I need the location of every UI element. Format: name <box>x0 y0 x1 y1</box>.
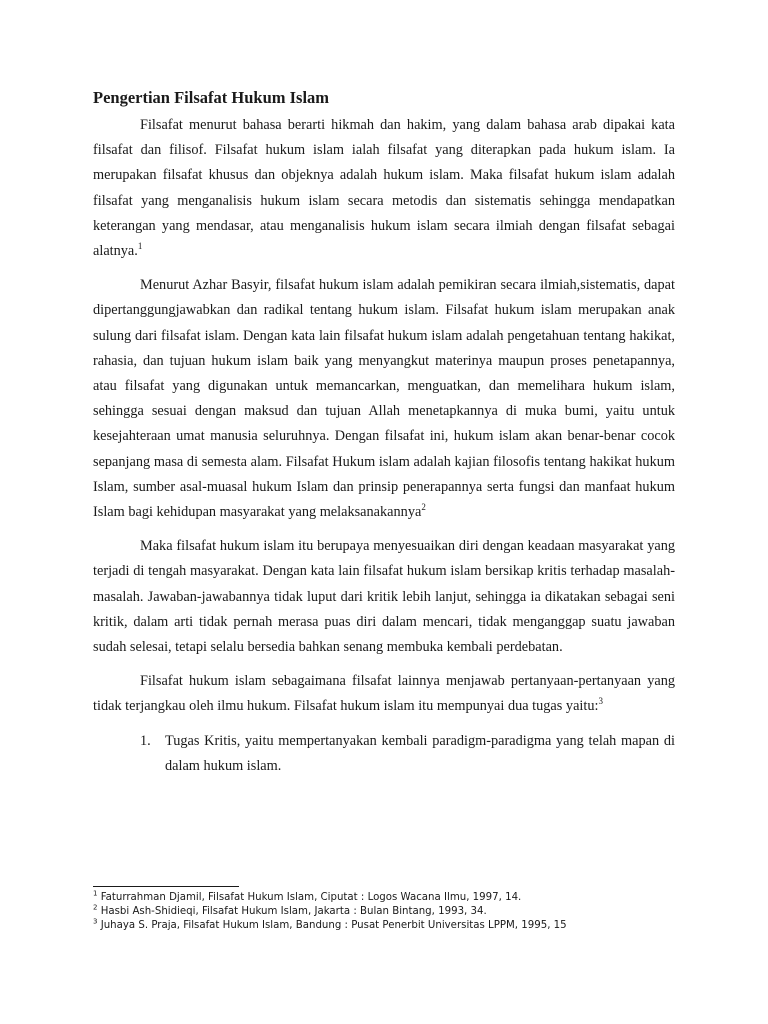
page-title: Pengertian Filsafat Hukum Islam <box>93 88 330 107</box>
paragraph-4 <box>93 669 675 719</box>
footnote-ref-3[interactable]: 3 <box>598 696 603 707</box>
footnote-ref-2[interactable]: 2 <box>421 502 426 513</box>
paragraph-text: Menurut Azhar Basyir, filsafat hukum islam adalah pemikiran secara ilmiah,sistematis, dapat dipertanggungjawabkan dan radikal tentang hukum islam. Filsafat hukum islam merupakan anak sulung dari filsafat islam. Dengan kata lain filsafat hukum islam adalah pengetahuan tentang hakikat, rahasia, dan tujuan hukum islam baik yang menyangkut materinya maupun proses penetapannya, atau filsafat yang digunakan untuk memancarkan, menguatkan, dan memelihara hukum islam, sehingga sesuai dengan maksud dan tujuan Allah menetapkannya di muka bumi, yaitu untuk kesejahteraan umat manusia seluruhnya. Dengan filsafat ini, hukum islam akan benar-benar cocok sepanjang masa di semesta alam. Filsafat Hukum islam adalah kajian filosofis tentang hakikat hukum Islam, sumber asal-muasal hukum Islam dan prinsip penerapannya serta fungsi dan manfaat hukum Islam bagi kehidupan masyarakat yang melaksanakannya <box>93 277 675 521</box>
paragraph-text: Filsafat menurut bahasa berarti hikmah dan hakim, yang dalam bahasa arab dipakai kata filsafat dan filisof. Filsafat hukum islam ialah filsafat yang diterapkan pada hukum islam. Ia merupakan filsafat khusus dan objeknya adalah hukum islam. Maka filsafat hukum islam adalah filsafat yang menganalisis hukum islam secara metodis dan sistematis sehingga mendapatkan keterangan yang mendasar, atau menganalisis hukum islam secara ilmiah dengan filsafat sebagai alatnya. <box>93 117 675 260</box>
footnote-mark: 3 <box>93 917 98 926</box>
footnote-mark: 1 <box>93 889 98 898</box>
paragraph-2 <box>93 273 675 525</box>
footnote-text: Juhaya S. Praja, Filsafat Hukum Islam, Bandung : Pusat Penerbit Universitas LPPM, 1995, 15 <box>97 920 567 931</box>
footnote-separator <box>93 886 239 887</box>
paragraph-3 <box>93 534 675 660</box>
footnote-text: Hasbi Ash-Shidieqi, Filsafat Hukum Islam, Jakarta : Bulan Bintang, 1993, 34. <box>97 906 487 917</box>
footnotes <box>93 886 675 933</box>
footnote-3 <box>93 919 675 933</box>
paragraph-1 <box>93 113 675 264</box>
list-item <box>93 729 675 779</box>
footnote-2 <box>93 905 675 919</box>
list-item-number: 1. <box>140 732 151 749</box>
list-item-text: Tugas Kritis, yaitu mempertanyakan kembali paradigm-paradigma yang telah mapan di dalam hukum islam. <box>165 732 675 774</box>
paragraph-text: Maka filsafat hukum islam itu berupaya menyesuaikan diri dengan keadaan masyarakat yang terjadi di tengah masyarakat. Dengan kata lain filsafat hukum islam bersikap kritis terhadap masalah-masalah. Jawaban-jawabannya tidak luput dari kritik lebih lanjut, sehingga ia dikatakan sebagai seni kritik, dalam arti tidak pernah merasa puas diri dalam mencari, tidak menganggap suatu jawaban sudah selesai, tetapi selalu bersedia bahkan senang membuka kembali perdebatan. <box>93 538 675 656</box>
paragraph-text: Filsafat hukum islam sebagaimana filsafat lainnya menjawab pertanyaan-pertanyaan yang tidak terjangkau oleh ilmu hukum. Filsafat hukum islam itu mempunyai dua tugas yaitu: <box>93 673 675 715</box>
document-body <box>93 88 675 779</box>
footnote-mark: 2 <box>93 903 98 912</box>
footnote-1 <box>93 891 675 905</box>
footnote-text: Faturrahman Djamil, Filsafat Hukum Islam, Ciputat : Logos Wacana Ilmu, 1997, 14. <box>97 892 522 903</box>
footnote-ref-1[interactable]: 1 <box>137 241 143 252</box>
